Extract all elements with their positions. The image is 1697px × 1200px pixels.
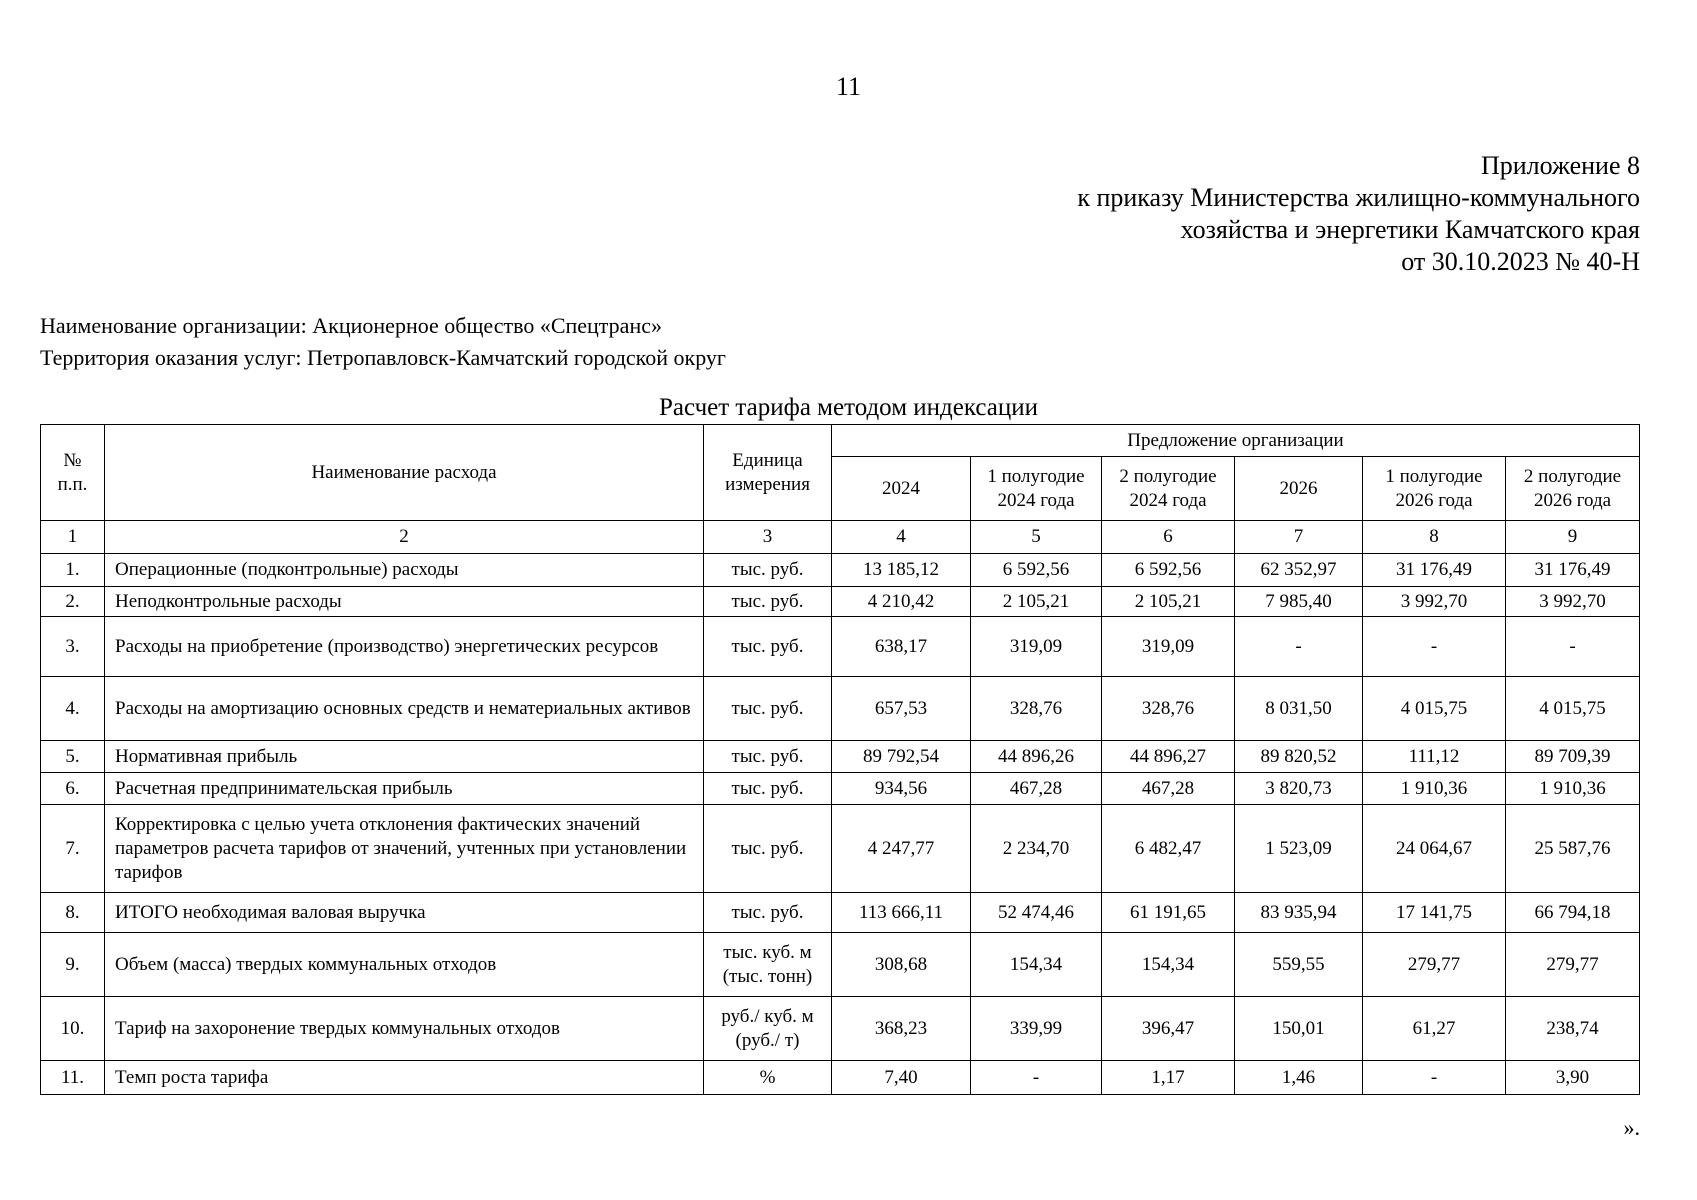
table-row [41, 617, 1640, 677]
column-number: 5 [971, 521, 1102, 554]
value-cell: 308,68 [832, 933, 971, 997]
header-period: 1 полугодие 2026 года [1363, 457, 1506, 521]
table-row [41, 677, 1640, 741]
value-cell: 1,17 [1102, 1061, 1235, 1095]
table-row [41, 1061, 1640, 1095]
value-cell: 319,09 [1102, 617, 1235, 677]
value-cell: 113 666,11 [832, 893, 971, 933]
value-cell: 2 105,21 [1102, 587, 1235, 617]
row-number: 1. [41, 554, 105, 587]
column-number: 6 [1102, 521, 1235, 554]
expense-name: Корректировка с целью учета отклонения фактических значений параметров расчета тарифов от значений, учтенных при установлении тарифов [105, 805, 704, 893]
unit-of-measure: тыс. руб. [704, 587, 832, 617]
row-number: 2. [41, 587, 105, 617]
appendix-line-3: хозяйства и энергетики Камчатского края [1180, 215, 1640, 244]
value-cell: 83 935,94 [1235, 893, 1363, 933]
header-period: 1 полугодие 2024 года [971, 457, 1102, 521]
value-cell: - [1235, 617, 1363, 677]
appendix-line-4: от 30.10.2023 № 40-Н [1401, 247, 1640, 276]
value-cell: 8 031,50 [1235, 677, 1363, 741]
row-number: 10. [41, 997, 105, 1061]
value-cell: 89 820,52 [1235, 741, 1363, 773]
table-row [41, 741, 1640, 773]
value-cell: 89 792,54 [832, 741, 971, 773]
value-cell: 934,56 [832, 773, 971, 805]
tariff-table [40, 424, 1640, 1095]
row-number: 6. [41, 773, 105, 805]
expense-name: ИТОГО необходимая валовая выручка [105, 893, 704, 933]
column-number: 9 [1506, 521, 1640, 554]
unit-of-measure: тыс. руб. [704, 805, 832, 893]
value-cell: 1,46 [1235, 1061, 1363, 1095]
value-cell: 396,47 [1102, 997, 1235, 1061]
appendix-line-1: Приложение 8 [1480, 151, 1640, 180]
value-cell: 467,28 [1102, 773, 1235, 805]
value-cell: 13 185,12 [832, 554, 971, 587]
row-number: 3. [41, 617, 105, 677]
table-body [41, 554, 1640, 1095]
column-number: 7 [1235, 521, 1363, 554]
value-cell: 6 592,56 [971, 554, 1102, 587]
value-cell: 150,01 [1235, 997, 1363, 1061]
value-cell: - [1363, 1061, 1506, 1095]
value-cell: 31 176,49 [1506, 554, 1640, 587]
appendix-line-2: к приказу Министерства жилищно-коммунального [1077, 183, 1640, 212]
value-cell: 1 523,09 [1235, 805, 1363, 893]
closing-mark: ». [1623, 1115, 1640, 1140]
table-row [41, 773, 1640, 805]
value-cell: 61,27 [1363, 997, 1506, 1061]
value-cell: 7 985,40 [1235, 587, 1363, 617]
value-cell: 89 709,39 [1506, 741, 1640, 773]
value-cell: 2 105,21 [971, 587, 1102, 617]
row-number: 8. [41, 893, 105, 933]
unit-of-measure: тыс. руб. [704, 741, 832, 773]
value-cell: 657,53 [832, 677, 971, 741]
value-cell: 4 015,75 [1363, 677, 1506, 741]
value-cell: 368,23 [832, 997, 971, 1061]
value-cell: 319,09 [971, 617, 1102, 677]
expense-name: Неподконтрольные расходы [105, 587, 704, 617]
header-period: 2026 [1235, 457, 1363, 521]
column-number: 4 [832, 521, 971, 554]
value-cell: 154,34 [1102, 933, 1235, 997]
header-period: 2 полугодие 2024 года [1102, 457, 1235, 521]
organization-name: Наименование организации: Акционерное общество «Спецтранс» [40, 313, 662, 338]
value-cell: 3,90 [1506, 1061, 1640, 1095]
table-row [41, 554, 1640, 587]
value-cell: 44 896,26 [971, 741, 1102, 773]
value-cell: 4 015,75 [1506, 677, 1640, 741]
unit-of-measure: тыс. руб. [704, 893, 832, 933]
value-cell: 62 352,97 [1235, 554, 1363, 587]
unit-of-measure: тыс. руб. [704, 677, 832, 741]
table-row [41, 805, 1640, 893]
row-number: 7. [41, 805, 105, 893]
row-number: 4. [41, 677, 105, 741]
value-cell: 467,28 [971, 773, 1102, 805]
column-number: 8 [1363, 521, 1506, 554]
value-cell: 328,76 [971, 677, 1102, 741]
value-cell: 61 191,65 [1102, 893, 1235, 933]
value-cell: - [1363, 617, 1506, 677]
value-cell: 2 234,70 [971, 805, 1102, 893]
expense-name: Операционные (подконтрольные) расходы [105, 554, 704, 587]
expense-name: Тариф на захоронение твердых коммунальных отходов [105, 997, 704, 1061]
organization-info [40, 310, 726, 374]
value-cell: 7,40 [832, 1061, 971, 1095]
value-cell: 1 910,36 [1363, 773, 1506, 805]
header-period: 2 полугодие 2026 года [1506, 457, 1640, 521]
value-cell: 31 176,49 [1363, 554, 1506, 587]
expense-name: Объем (масса) твердых коммунальных отходов [105, 933, 704, 997]
value-cell: 1 910,36 [1506, 773, 1640, 805]
value-cell: 154,34 [971, 933, 1102, 997]
table-row [41, 933, 1640, 997]
value-cell: 279,77 [1363, 933, 1506, 997]
value-cell: 559,55 [1235, 933, 1363, 997]
unit-of-measure: % [704, 1061, 832, 1095]
header-proposal: Предложение организации [832, 425, 1640, 457]
table-row [41, 893, 1640, 933]
header-unit: Единица измерения [704, 425, 832, 521]
value-cell: 6 482,47 [1102, 805, 1235, 893]
value-cell: 279,77 [1506, 933, 1640, 997]
expense-name: Расходы на амортизацию основных средств и нематериальных активов [105, 677, 704, 741]
value-cell: 328,76 [1102, 677, 1235, 741]
row-number: 11. [41, 1061, 105, 1095]
value-cell: - [971, 1061, 1102, 1095]
value-cell: 4 247,77 [832, 805, 971, 893]
header-name: Наименование расхода [105, 425, 704, 521]
unit-of-measure: тыс. руб. [704, 773, 832, 805]
appendix-block [1077, 150, 1640, 278]
value-cell: 66 794,18 [1506, 893, 1640, 933]
header-period: 2024 [832, 457, 971, 521]
value-cell: 3 992,70 [1506, 587, 1640, 617]
value-cell: - [1506, 617, 1640, 677]
value-cell: 24 064,67 [1363, 805, 1506, 893]
value-cell: 3 992,70 [1363, 587, 1506, 617]
column-number: 3 [704, 521, 832, 554]
unit-of-measure: тыс. куб. м (тыс. тонн) [704, 933, 832, 997]
expense-name: Расчетная предпринимательская прибыль [105, 773, 704, 805]
expense-name: Расходы на приобретение (производство) энергетических ресурсов [105, 617, 704, 677]
value-cell: 44 896,27 [1102, 741, 1235, 773]
table-row [41, 997, 1640, 1061]
column-number: 2 [105, 521, 704, 554]
expense-name: Темп роста тарифа [105, 1061, 704, 1095]
service-territory: Территория оказания услуг: Петропавловск-Камчатский городской округ [40, 345, 726, 370]
value-cell: 638,17 [832, 617, 971, 677]
value-cell: 339,99 [971, 997, 1102, 1061]
expense-name: Нормативная прибыль [105, 741, 704, 773]
unit-of-measure: тыс. руб. [704, 617, 832, 677]
row-number: 5. [41, 741, 105, 773]
value-cell: 238,74 [1506, 997, 1640, 1061]
table-title: Расчет тарифа методом индексации [658, 394, 1039, 421]
unit-of-measure: руб./ куб. м (руб./ т) [704, 997, 832, 1061]
value-cell: 17 141,75 [1363, 893, 1506, 933]
row-number: 9. [41, 933, 105, 997]
unit-of-measure: тыс. руб. [704, 554, 832, 587]
page-number: 11 [835, 72, 862, 101]
value-cell: 4 210,42 [832, 587, 971, 617]
value-cell: 25 587,76 [1506, 805, 1640, 893]
table-row [41, 587, 1640, 617]
value-cell: 52 474,46 [971, 893, 1102, 933]
value-cell: 6 592,56 [1102, 554, 1235, 587]
header-num: № п.п. [41, 425, 105, 521]
column-number: 1 [41, 521, 105, 554]
value-cell: 3 820,73 [1235, 773, 1363, 805]
value-cell: 111,12 [1363, 741, 1506, 773]
